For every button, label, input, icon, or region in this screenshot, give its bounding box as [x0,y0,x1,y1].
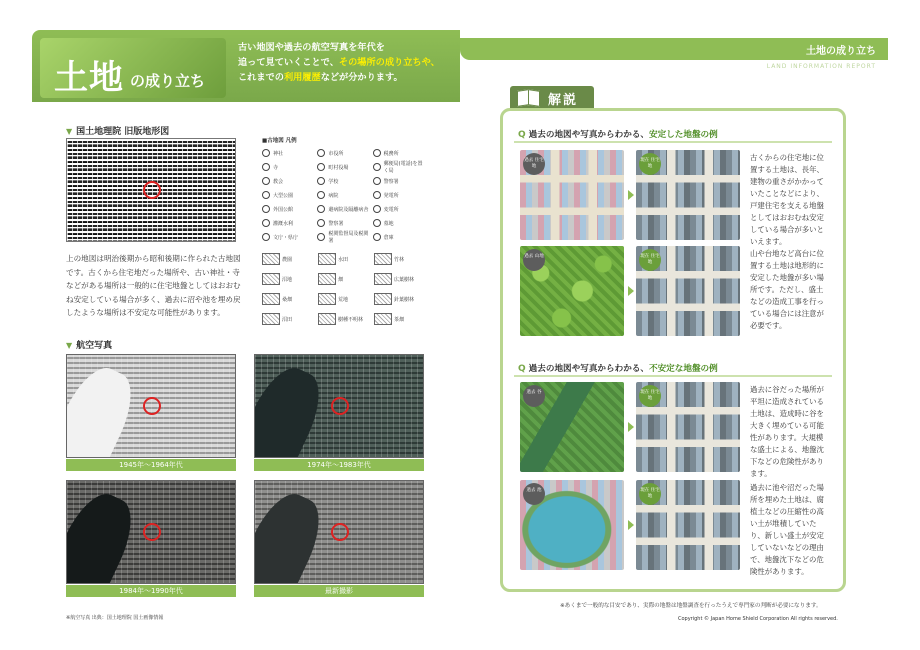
old-map-image [66,138,236,242]
location-marker-icon [143,397,161,415]
legend-area-item [374,252,426,266]
unstable-text-1: 過去に谷だった場所が平坦に造成されている土地は、造成時に谷を大きく埋めている可能性があります。大規模な盛土による、地盤沈下などの危険性があります。 [750,385,824,478]
page-title: 土地 [54,58,124,98]
past-tag: 過去 山地 [523,249,545,271]
aerial-photo-4 [254,480,424,584]
legend-area-item [374,312,426,326]
legend-area-label: 桑畑 [282,296,293,303]
legend-symbol-label: 避病院及隔離病舎 [328,206,369,213]
legend-symbol-item [262,162,315,172]
legend-symbol-label: 寺 [273,164,279,171]
map-symbol-icon [373,149,381,157]
arrow-right-icon [628,520,634,530]
map-symbol-icon [373,219,381,227]
area-pattern-icon [262,253,280,265]
location-marker-icon [331,397,349,415]
legend-area-item [374,292,426,306]
map-symbol-icon [317,163,325,171]
unstable-now-tile-1 [636,382,740,472]
legend-symbol-label: 税務所 [383,150,399,157]
river-shape [254,359,332,458]
area-pattern-icon [374,313,392,325]
legend-symbol-label: 教会 [273,178,284,185]
arrow-right-icon [628,286,634,296]
unstable-past-tile-2 [520,480,624,570]
map-symbol-icon [262,219,270,227]
area-pattern-icon [318,313,336,325]
legend-symbol-item [317,176,370,186]
legend-symbol-label: 変電所 [383,206,399,213]
map-symbol-icon [262,191,270,199]
legend-symbol-label: 神社 [273,150,284,157]
copyright: Copyright © Japan Home Shield Corporation All rights reserved. [678,616,838,622]
legend-symbol-label: 外国公館 [273,206,294,213]
legend-area-item [318,252,370,266]
map-symbol-icon [317,191,325,199]
map-symbol-icon [373,205,381,213]
past-tag: 過去 住宅地 [523,153,545,175]
legend-symbol-item [373,232,426,242]
legend-areas [262,252,426,326]
legend-symbol-item [373,162,426,172]
legend-area-label: 茶畑 [394,316,405,323]
legend-area-label: 沼田 [282,316,293,323]
location-marker-icon [143,523,161,541]
unstable-past-tile-1 [520,382,624,472]
stable-past-tile-1 [520,150,624,240]
legend-symbol-item [373,190,426,200]
past-tag: 過去 谷 [523,385,545,407]
divider [514,141,832,143]
legend-area-item [318,272,370,286]
past-tag: 過去 池 [523,483,545,505]
book-icon [516,90,540,104]
legend-symbol-label: 税関監督局及税関署 [328,231,369,244]
stable-text-2: 山や台地など高台に位置する土地は地形的に安定した地盤が多い場所です。ただし、盛土などの造成工事を行っている場合には注意が必要です。 [750,249,824,330]
legend-area-label: 沼地 [282,276,293,283]
aerial-caption-2: 1974年〜1983年代 [254,459,424,471]
legend-symbol-item [317,232,370,242]
map-symbol-icon [373,191,381,199]
legend-area-item [318,312,370,326]
report-subtitle: LAND INFORMATION REPORT [766,63,876,70]
arrow-right-icon [628,190,634,200]
now-tag: 現在 住宅地 [639,385,661,407]
triangle-icon: ▼ [66,341,73,350]
aerial-caption-3: 1984年〜1990年代 [66,585,236,597]
legend-area-item [262,272,314,286]
legend-symbols [262,148,426,242]
legend-symbol-item [317,148,370,158]
explanation-label: 解説 [548,93,579,108]
now-tag: 現在 住宅地 [639,249,661,271]
legend-symbol-label: 病院 [328,192,339,199]
legend-symbol-item [317,218,370,228]
legend-area-label: 畑 [338,276,344,283]
map-symbol-icon [317,149,325,157]
legend-symbol-item [262,190,315,200]
map-symbol-icon [262,163,270,171]
legend-symbol-item [317,204,370,214]
aerial-photo-3 [66,480,236,584]
now-tag: 現在 住宅地 [639,153,661,175]
legend-symbol-item [262,148,315,158]
legend-symbol-item [317,162,370,172]
unstable-text-2: 過去に池や沼だった場所を埋めた土地は、腐植土などの圧縮性の高い土が堆積していたり、新しい盛土が安定していないなどの理由で、地盤沈下などの危険性があります。 [750,483,824,576]
stable-heading: Q 過去の地図や写真からわかる、安定した地盤の例 [518,130,718,140]
legend-symbol-item [317,190,370,200]
legend-symbol-label: 倉庫 [383,234,394,241]
disclaimer-note: ※あくまで一般的な目安であり、実際の地盤は地盤調査を行ったうえで専門家の判断が必要になります。 [560,603,822,609]
map-symbol-icon [373,233,381,241]
legend-symbol-label: 郵便局(電話)を置く局 [383,161,423,174]
legend-area-item [262,252,314,266]
page-title-sub: の成り立ち [130,72,206,90]
legend-symbol-item [262,218,315,228]
legend-symbol-label: 文庁・県庁 [273,234,299,241]
aerial-caption-1: 1945年〜1964年代 [66,459,236,471]
legend-symbol-label: 警察署 [383,178,399,185]
legend-symbol-item [373,218,426,228]
map-symbol-icon [317,205,325,213]
stable-now-tile-1 [636,150,740,240]
aerial-photo-2 [254,354,424,458]
area-pattern-icon [374,293,392,305]
unstable-heading: Q 過去の地図や写真からわかる、不安定な地盤の例 [518,364,718,374]
legend-symbol-item [262,232,315,242]
arrow-right-icon [628,422,634,432]
legend-area-label: 荒地 [338,296,349,303]
legend-symbol-item [373,148,426,158]
section-title-band [460,38,888,60]
now-tag: 現在 住宅地 [639,483,661,505]
aerial-photo-1 [66,354,236,458]
map-symbol-icon [373,177,381,185]
legend-symbol-item [262,204,315,214]
river-shape [66,359,144,458]
stable-now-tile-2 [636,246,740,336]
aerial-heading: ▼ 航空写真 [66,341,113,351]
legend-title: ■古地図 凡例 [262,138,297,144]
area-pattern-icon [318,293,336,305]
map-symbol-icon [317,177,325,185]
area-pattern-icon [318,273,336,285]
legend-area-item [374,272,426,286]
area-pattern-icon [262,313,280,325]
legend-symbol-label: 学校 [328,178,339,185]
legend-symbol-label: 発電所 [383,192,399,199]
legend-symbol-item [262,176,315,186]
legend-symbol-label: 大型公園 [273,192,294,199]
legend-area-label: 広葉樹林 [394,276,415,283]
old-map-heading: ▼ 国土地理院 旧版地形図 [66,127,170,137]
map-symbol-icon [262,177,270,185]
legend-area-label: 農園 [282,256,293,263]
river-shape [254,485,332,584]
legend-symbol-label: 墓地 [383,220,394,227]
old-map-description: 上の地図は明治後期から昭和後期に作られた古地図です。古くから住宅地だった場所や、古い神社・寺などがある場所は一般的に住宅地盤としてはおおむね安定している場合が多く、過去に沼や池を埋め戻したような場所は不安定な可能性があります。 [66,254,241,317]
magnifier-icon: Q [518,130,526,140]
location-marker-icon [143,181,161,199]
header-copy: 古い地図や過去の航空写真を年代を 追って見ていくことで、その場所の成り立ちや、 これまでの利用履歴などが分かります。 [238,42,440,83]
title-badge [40,38,226,98]
legend-symbol-label: 警察署 [328,220,344,227]
legend-area-label: 樹種不明林 [338,316,364,323]
map-symbol-icon [317,233,325,241]
river-shape [66,485,144,584]
map-symbol-icon [262,233,270,241]
unstable-now-tile-2 [636,480,740,570]
legend-area-label: 竹林 [394,256,405,263]
area-pattern-icon [374,253,392,265]
map-symbol-icon [317,219,325,227]
legend-symbol-label: 灌漑水利 [273,220,294,227]
triangle-icon: ▼ [66,127,73,136]
area-pattern-icon [262,273,280,285]
map-symbol-icon [262,205,270,213]
stable-past-tile-2 [520,246,624,336]
legend-symbol-label: 市役所 [328,150,344,157]
map-legend [262,136,426,323]
map-symbol-icon [262,149,270,157]
location-marker-icon [331,523,349,541]
area-pattern-icon [318,253,336,265]
legend-area-item [318,292,370,306]
legend-area-item [262,312,314,326]
map-symbol-icon [373,163,381,171]
legend-symbol-item [373,204,426,214]
aerial-caption-4: 最新撮影 [254,585,424,597]
aerial-source-note: ※航空写真 出典：国土地理院 国土画像情報 [66,615,164,621]
legend-area-label: 針葉樹林 [394,296,415,303]
legend-symbol-item [373,176,426,186]
area-pattern-icon [374,273,392,285]
divider [514,375,832,377]
page-header [32,30,888,102]
area-pattern-icon [262,293,280,305]
legend-symbol-label: 町村役場 [328,164,349,171]
section-title: 土地の成り立ち [806,46,876,57]
magnifier-icon: Q [518,364,526,374]
stable-text-1: 古くからの住宅地に位置する土地は、長年、建物の重さがかかっていたことなどにより、戸建住宅を支える地盤としてはおおむね安定している場合が多いといえます。 [750,153,824,246]
legend-area-label: 水田 [338,256,349,263]
legend-area-item [262,292,314,306]
